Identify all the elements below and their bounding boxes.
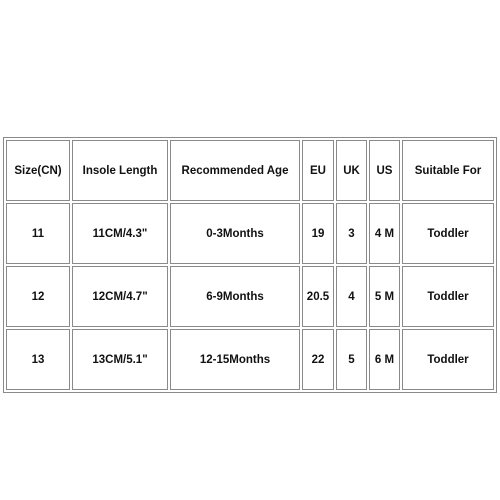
- cell-recommended-age: 12-15Months: [170, 329, 300, 390]
- cell-size-cn: 13: [6, 329, 70, 390]
- cell-us: 5 M: [369, 266, 400, 327]
- cell-recommended-age: 0-3Months: [170, 203, 300, 264]
- cell-uk: 5: [336, 329, 367, 390]
- cell-uk: 3: [336, 203, 367, 264]
- table-row: [6, 329, 494, 390]
- header-suitable-for: Suitable For: [402, 140, 494, 201]
- header-us: US: [369, 140, 400, 201]
- cell-suitable-for: Toddler: [402, 329, 494, 390]
- table-row: [6, 266, 494, 327]
- cell-size-cn: 12: [6, 266, 70, 327]
- cell-uk: 4: [336, 266, 367, 327]
- header-size-cn: Size(CN): [6, 140, 70, 201]
- header-uk: UK: [336, 140, 367, 201]
- header-row: [6, 140, 494, 201]
- cell-eu: 20.5: [302, 266, 334, 327]
- cell-eu: 22: [302, 329, 334, 390]
- cell-suitable-for: Toddler: [402, 266, 494, 327]
- header-recommended-age: Recommended Age: [170, 140, 300, 201]
- cell-size-cn: 11: [6, 203, 70, 264]
- cell-eu: 19: [302, 203, 334, 264]
- cell-insole-length: 13CM/5.1": [72, 329, 168, 390]
- cell-us: 6 M: [369, 329, 400, 390]
- cell-recommended-age: 6-9Months: [170, 266, 300, 327]
- size-chart-table: [3, 137, 497, 393]
- cell-us: 4 M: [369, 203, 400, 264]
- cell-insole-length: 12CM/4.7": [72, 266, 168, 327]
- cell-insole-length: 11CM/4.3": [72, 203, 168, 264]
- header-eu: EU: [302, 140, 334, 201]
- table-row: [6, 203, 494, 264]
- header-insole-length: Insole Length: [72, 140, 168, 201]
- cell-suitable-for: Toddler: [402, 203, 494, 264]
